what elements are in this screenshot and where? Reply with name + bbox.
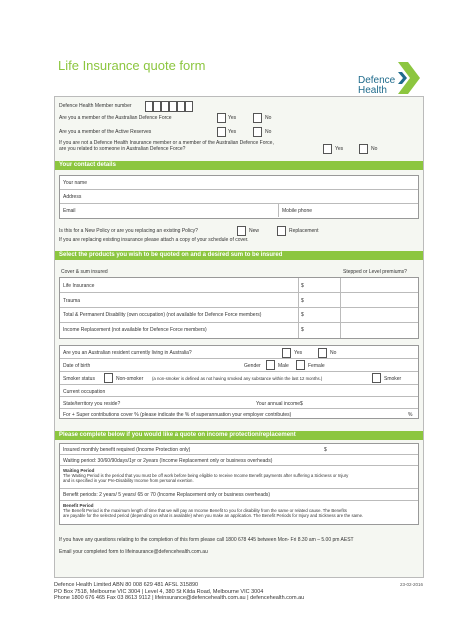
waiting-period-title: Waiting Period: [63, 468, 95, 473]
footer-line-3: Phone 1800 676 465 Fax 03 8613 9112 | lifeinsurance@defencehealth.com.au | defencehealth.com.au: [54, 595, 305, 601]
name-label: Your name: [63, 180, 87, 186]
gender-label: Gender: [244, 363, 261, 369]
address-input[interactable]: [120, 192, 414, 201]
questions-note: If you have any questions relating to the completion of this form please call 1800 678 445 between Mon- Fri 8.30 am – 5.00 pm AEST: [59, 537, 354, 543]
defence-force-no-checkbox[interactable]: [253, 113, 262, 123]
product-item: Trauma: [63, 298, 81, 304]
new-policy-question: Is this for a New Policy or are you replacing an existing Policy?: [59, 228, 198, 234]
logo-line-2: Health: [358, 85, 387, 96]
personal-details-table: [59, 345, 419, 419]
reserves-yes-checkbox[interactable]: [217, 127, 226, 137]
benefit-dollar: $: [324, 447, 327, 453]
occupation-label: Current occupation: [63, 389, 106, 395]
contact-table: [59, 175, 419, 219]
products-table: [59, 277, 419, 339]
smoker-checkbox[interactable]: [372, 373, 381, 383]
state-label: State/territory you reside?: [63, 401, 121, 407]
new-policy-checkbox[interactable]: [237, 226, 246, 236]
related-no-label: No: [371, 146, 378, 152]
occupation-input[interactable]: [120, 386, 414, 394]
product-dollar: $: [301, 312, 304, 318]
waiting-period-desc-1: The Waiting Period is the period that you must be off work before being eligible to receive Income Benefit payments after suffering a Sickness or Injury: [63, 473, 349, 478]
premium-column-header: Stepped or Level premiums?: [343, 269, 407, 275]
products-section-heading: Select the products you wish to be quoted on and a desired sum to be insured: [55, 251, 423, 260]
quote-form: [54, 96, 424, 578]
member-number-label: Defence Health Member number: [59, 103, 132, 109]
resident-yes-label: Yes: [294, 350, 303, 356]
product-dollar: $: [301, 327, 304, 333]
male-label: Male: [278, 363, 289, 369]
income-protection-table: [59, 443, 419, 525]
replacement-policy-label: Replacement: [289, 228, 319, 234]
non-smoker-label: Non-smoker: [116, 376, 144, 382]
product-item: Total & Permanent Disability (own occupation) (not available for Defence Force members): [63, 312, 262, 318]
non-smoker-checkbox[interactable]: [104, 373, 113, 383]
resident-yes-checkbox[interactable]: [282, 348, 291, 358]
name-input[interactable]: [120, 178, 414, 187]
state-input[interactable]: [132, 398, 242, 406]
footer-line-1: Defence Health Limited ABN 80 008 629 481 AFSL 315890: [54, 582, 199, 588]
resident-no-checkbox[interactable]: [318, 348, 327, 358]
related-yes-checkbox[interactable]: [323, 144, 332, 154]
resident-no-label: No: [330, 350, 337, 356]
replacement-policy-checkbox[interactable]: [277, 226, 286, 236]
chevron-logo-icon: [398, 62, 420, 94]
waiting-period-desc-2: and is specified in your Pre-Disability Income from personal exertion.: [63, 478, 194, 483]
income-label: Your annual income: [256, 401, 301, 407]
page-title: Life Insurance quote form: [58, 58, 206, 73]
benefit-label: Insured monthly benefit required (Income Protection only): [63, 447, 191, 453]
defence-health-logo: [358, 62, 418, 98]
related-yes-label: Yes: [335, 146, 344, 152]
new-policy-label: New: [249, 228, 260, 234]
logo-line-1: Defence: [358, 75, 396, 86]
male-checkbox[interactable]: [266, 360, 275, 370]
benefit-period-desc-1: The Benefit Period is the maximum length of time that we will pay an Income Benefit to you for disability from the same or related cause. The Benefits: [63, 508, 347, 513]
replacement-note: If you are replacing existing insurance please attach a copy of your schedule of cover.: [59, 237, 249, 243]
reserves-question: Are you a member of the Active Reserves: [59, 129, 152, 135]
smoker-label: Smoker: [384, 376, 402, 382]
related-no-checkbox[interactable]: [359, 144, 368, 154]
mobile-label: Mobile phone: [282, 208, 313, 214]
defence-force-no-label: No: [265, 115, 272, 121]
benefit-period-label: Benefit periods: 2 years/ 5 years/ 65 or 70 (Income Replacement only or business overheads): [63, 492, 271, 498]
related-question-line-1: If you are not a Defence Health Insurance member or a member of the Australian Defence Force,: [59, 140, 274, 146]
product-item: Life Insurance: [63, 283, 95, 289]
waiting-period-label: Waiting period: 30/60/90days/1yr or 2years (Income Replacement only or business overheads): [63, 458, 273, 464]
mobile-input[interactable]: [322, 206, 414, 215]
dob-label: Date of birth: [63, 363, 91, 369]
footer-line-2: PO Box 7518, Melbourne VIC 3004 | Level 4, 380 St Kilda Road, Melbourne VIC 3004: [54, 588, 264, 595]
dob-input[interactable]: [100, 360, 240, 368]
reserves-no-checkbox[interactable]: [253, 127, 262, 137]
benefit-period-title: Benefit Period: [63, 503, 94, 508]
income-input[interactable]: [306, 398, 414, 406]
female-label: Female: [308, 363, 325, 369]
defence-force-yes-checkbox[interactable]: [217, 113, 226, 123]
contact-section-heading: Your contact details: [55, 161, 423, 170]
super-percent: %: [408, 412, 413, 418]
female-checkbox[interactable]: [296, 360, 305, 370]
cover-column-header: Cover & sum insured: [61, 269, 108, 275]
benefit-period-desc-2: are payable for the selected period (depending on what is available) when you make an application. The Benefit Periods for Injury and Sickness are the same.: [63, 513, 364, 518]
email-label: Email: [63, 208, 76, 214]
resident-question: Are you an Australian resident currently living in Australia?: [63, 350, 192, 356]
defence-force-question: Are you a member of the Australian Defence Force: [59, 115, 172, 121]
reserves-yes-label: Yes: [228, 129, 237, 135]
income-protection-section-heading: Please complete below if you would like a quote on income protection/replacement: [55, 431, 423, 440]
product-dollar: $: [301, 298, 304, 304]
defence-force-yes-label: Yes: [228, 115, 237, 121]
footer: [54, 582, 304, 602]
reserves-no-label: No: [265, 129, 272, 135]
income-dollar: $: [300, 401, 303, 407]
product-dollar: $: [301, 283, 304, 289]
super-label: For + Super contributions cover % (please indicate the % of superannuation your employer contributes): [63, 412, 292, 418]
address-label: Address: [63, 194, 82, 200]
email-input[interactable]: [90, 206, 270, 215]
smoker-definition: (a non-smoker is defined as not having smoked any substance within the last 12 months.): [152, 376, 323, 381]
product-item: Income Replacement (not available for Defence Force members): [63, 327, 207, 333]
smoker-status-label: Smoker status: [63, 376, 95, 382]
related-question-line-2: are you related to someone in Australian Defence Force?: [59, 146, 186, 152]
email-note: Email your completed form to lifeinsurance@defencehealth.com.au: [59, 549, 208, 555]
form-date: 23-02-2016: [400, 582, 424, 587]
